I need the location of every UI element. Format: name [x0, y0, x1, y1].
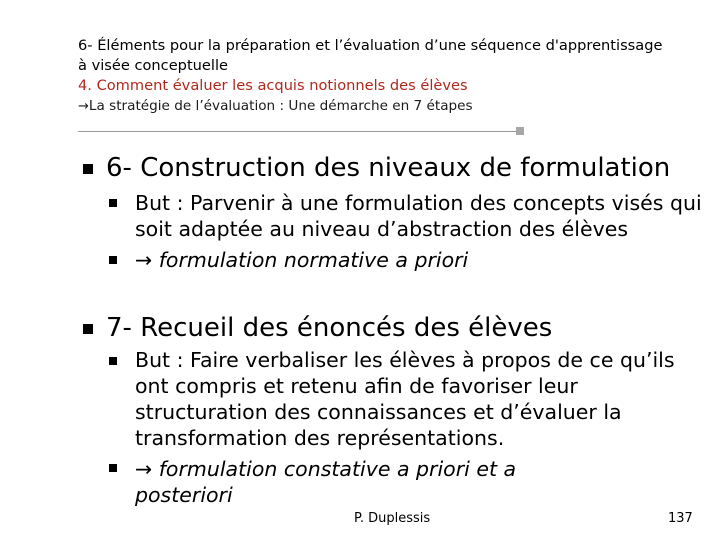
- section-title-6: 6- Construction des niveaux de formulation: [106, 153, 671, 183]
- header-strategy-text: La stratégie de l’évaluation : Une démarche en 7 étapes: [88, 98, 473, 114]
- page-number: 137: [668, 511, 693, 526]
- bullet-square-icon: [109, 357, 117, 365]
- section-7-goal: But : Faire verbaliser les élèves à propos de ce qu’ils ont compris et retenu afin de favoriser leur structuration des connaissances et d’évaluer la transformation des représentations.: [135, 348, 675, 450]
- section-6-formulation: → formulation normative a priori: [135, 248, 469, 272]
- bullet-square-icon: [109, 464, 117, 472]
- section-title-7: 7- Recueil des énoncés des élèves: [106, 313, 553, 343]
- header-strategy-line: [78, 96, 708, 117]
- bullet-square-icon: [109, 256, 117, 264]
- bullet-square-icon: [109, 199, 117, 207]
- section-7-formulation: → formulation constative a priori et a posteriori: [135, 457, 517, 507]
- header-divider: [78, 131, 519, 132]
- arrow-right-icon: →: [78, 99, 89, 114]
- slide-header: [78, 36, 708, 117]
- section-6-goal: But : Parvenir à une formulation des concepts visés qui soit adaptée au niveau d’abstraction des élèves: [135, 191, 702, 241]
- header-subtitle: 4. Comment évaluer les acquis notionnels des élèves: [78, 77, 468, 94]
- footer-author: P. Duplessis: [354, 511, 431, 526]
- bullet-square-icon: [83, 324, 93, 334]
- bullet-square-icon: [83, 164, 93, 174]
- header-title-line-1: 6- Éléments pour la préparation et l’évaluation d’une séquence d'apprentissage: [78, 37, 663, 54]
- divider-end-square: [516, 127, 524, 135]
- header-title-line-2: à visée conceptuelle: [78, 57, 228, 74]
